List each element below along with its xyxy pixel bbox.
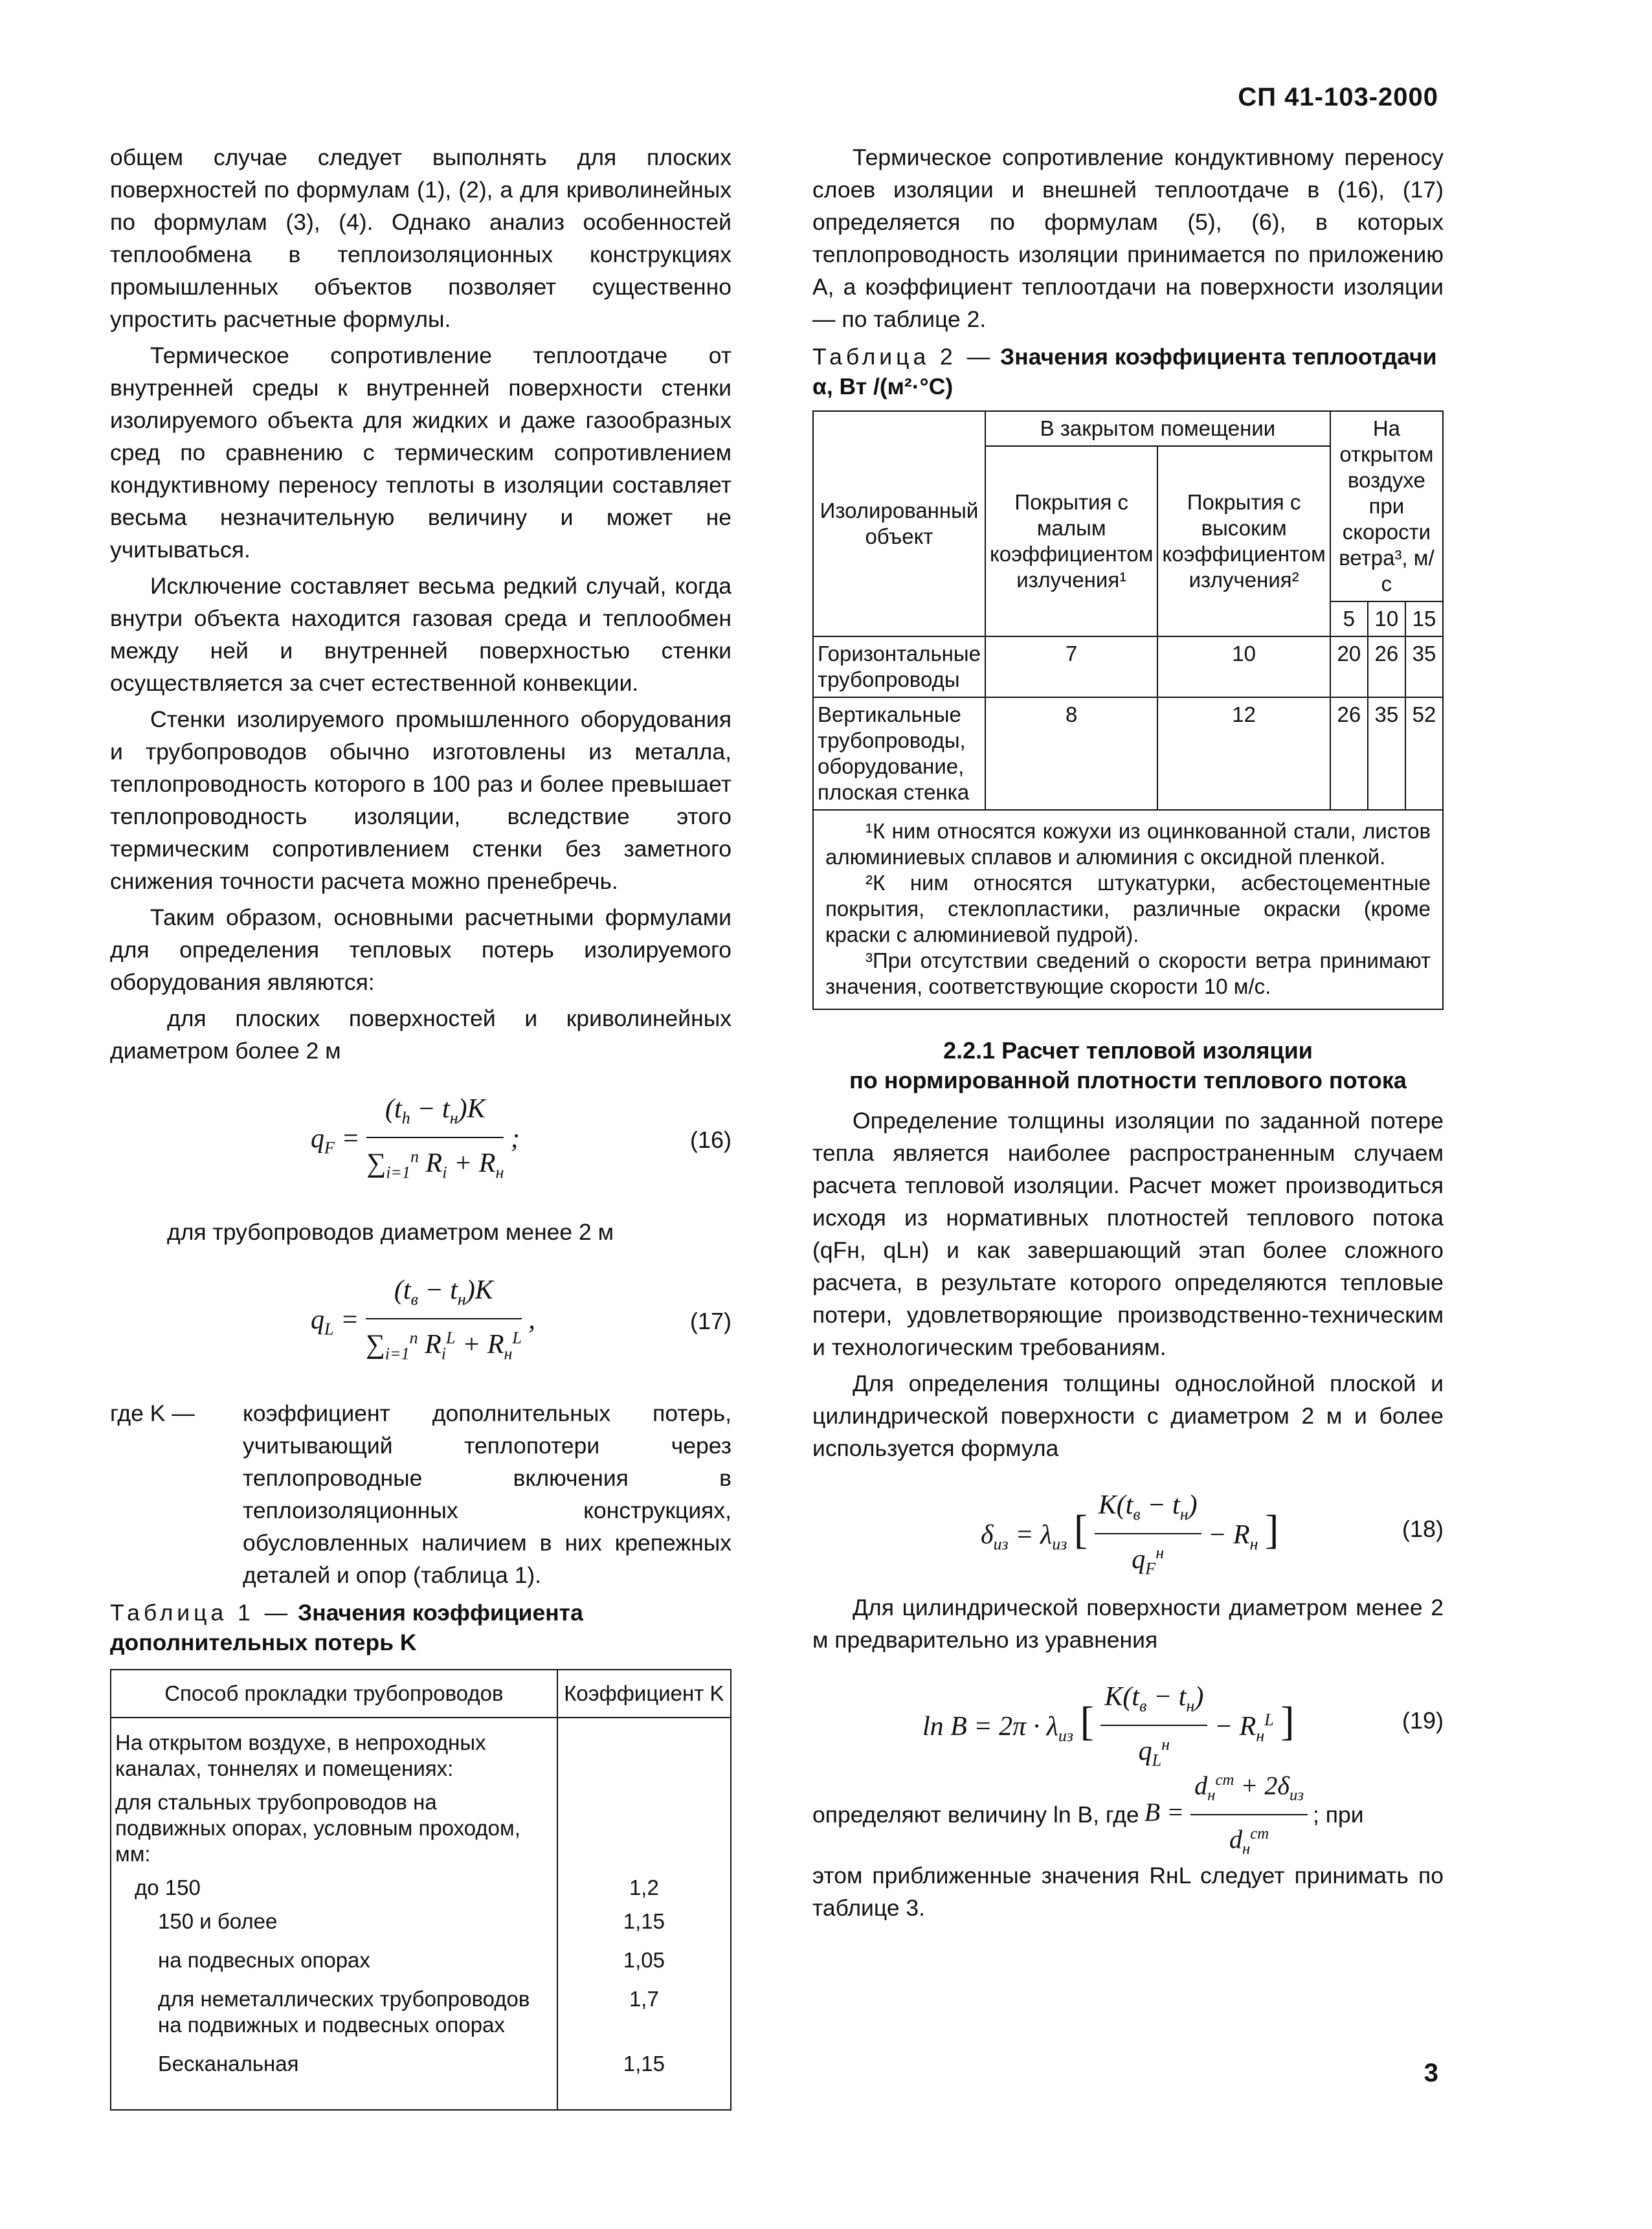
table2-prefix: Таблица 2 — <box>812 344 994 370</box>
table-row: Горизонтальные трубопроводы 7 10 20 26 35 <box>813 636 1443 697</box>
table-2 <box>812 410 1444 811</box>
table1-header-coef: Коэффициент K <box>557 1670 731 1718</box>
paragraph: для трубопроводов диаметром менее 2 м <box>167 1219 614 1245</box>
table-row: 150 и более 1,15 <box>111 1905 731 1938</box>
table2-speed: 10 <box>1368 601 1405 636</box>
paragraph: Термическое сопротивление теплоотдаче от внутренней среды к внутренней поверхности стенки изолируемого объекта для жидких и даже газообразных сред по сравнению с термическим сопротивлением кондуктивному переносу теплоты в изоляции составляет весьма незначительную величину и может не учитываться. <box>110 342 731 563</box>
table-1 <box>110 1669 731 2111</box>
table1-header-method: Способ прокладки трубопроводов <box>111 1670 557 1718</box>
right-column <box>812 141 1444 1924</box>
formula-16: $q_F$ = $\frac{(t_h - t_н)K}{\sum_{i=1}^n R_i + R_н}$ ; (16) <box>110 1067 731 1216</box>
paragraph: Определение толщины изоляции по заданной потере тепла является наиболее распространенным случаем расчета тепловой изоляции. Расчет может производиться исходя из нормативных плотностей теплового потока (qFн, qLн) и как завершающий этап более сложного расчета, в результате которого определяются тепловые потери, удовлетворяющие производственно-техническим и технологическим требованиям. <box>812 1108 1444 1360</box>
left-column <box>110 141 731 2111</box>
page-number: 3 <box>1423 2059 1438 2087</box>
paragraph: Стенки изолируемого промышленного оборудования и трубопроводов обычно изготовлены из металла, теплопроводность которого в 100 раз и более превышает теплопроводность изоляции, вследствие этого термическим сопротивлением стенки без заметного снижения точности расчета можно пренебречь. <box>110 706 731 894</box>
paragraph: Исключение составляет весьма редкий случай, когда внутри объекта находится газовая среда и теплообмен между ней и внутренней поверхностью стенки осуществляется за счет естественной конвекции. <box>110 573 731 696</box>
table1-intro: На открытом воздухе, в непроходных каналах, тоннелях и помещениях: <box>111 1718 557 1786</box>
table-row: на подвесных опорах 1,05 <box>111 1938 731 1977</box>
text: ; при <box>1313 1802 1364 1828</box>
equation-number: (18) <box>1401 1516 1444 1542</box>
table-row: для неметаллических трубопроводов на подвижных и подвесных опорах 1,7 <box>111 1977 731 2042</box>
table2-speed: 15 <box>1405 601 1443 636</box>
where-lead: где K — <box>110 1400 195 1426</box>
paragraph: Таким образом, основными расчетными формулами для определения тепловых потерь изолируемого оборудования являются: <box>110 904 731 995</box>
table1-caption <box>110 1598 731 1657</box>
table2-header-high: Покрытия с высоким коэффициентом излучения² <box>1157 446 1330 636</box>
table-row: Вертикальные трубопроводы, оборудование, плоская стенка 8 12 26 35 52 <box>813 697 1443 810</box>
table2-notes <box>812 811 1444 1010</box>
table-note: ²К ним относятся штукатурки, асбестоцементные покрытия, стеклопластики, различные окраски (кроме краски с алюминиевой пудрой). <box>825 871 1431 946</box>
equation-number: (17) <box>689 1308 731 1334</box>
table-row: Бесканальная 1,15 <box>111 2042 731 2110</box>
fraction: $\frac{d_н^{ст} + 2\delta_{из}}{d_н^{ст}}$ <box>1190 1764 1308 1866</box>
table2-speed: 5 <box>1330 601 1368 636</box>
paragraph: Термическое сопротивление кондуктивному переносу слоев изоляции и внешней теплоотдаче в (16), (17) определяется по формулам (5), (6), в которых теплопроводность изоляции принимается по приложению А, а коэффициент теплоотдачи на поверхности изоляции — по таблице 2. <box>812 144 1444 332</box>
table-note: ³При отсутствии сведений о скорости ветра принимают значения, соответствующие скорости 10 м/с. <box>825 948 1431 998</box>
paragraph: Для определения толщины однослойной плоской и цилиндрической поверхности с диаметром 2 м и более используется формула <box>812 1371 1444 1461</box>
text: определяют величину ln B, где <box>812 1802 1139 1828</box>
table1-title: Значения коэффициента дополнительных потерь K <box>110 1600 583 1655</box>
formula-18: $\delta_{из} = \lambda_{из}$ [ $\frac{K(t_в - t_н)}{q_F^н}$ − $R_н$ ] (18) <box>812 1464 1444 1587</box>
table2-header-closed: В закрытом помещении <box>985 411 1330 446</box>
table2-header-low: Покрытия с малым коэффициентом излучения¹ <box>985 446 1157 636</box>
where-text: коэффициент дополнительных потерь, учитывающий теплопотери через теплопроводные включения в теплоизоляционных конструкциях, обусловленных наличием в них крепежных деталей и опор (таблица 1). <box>243 1400 731 1588</box>
definition-B: определяют величину ln B, где B = $\frac{d_н^{ст} + 2\delta_{из}}{d_н^{ст}}$ ; при <box>812 1779 1444 1850</box>
table-row: до 150 1,2 <box>111 1871 731 1905</box>
section-heading: 2.2.1 Расчет тепловой изоляции по нормированной плотности теплового потока <box>849 1037 1407 1093</box>
document-code: СП 41-103-2000 <box>1238 83 1438 111</box>
fraction: $\frac{K(t_в - t_н)}{q_F^н}$ <box>1095 1489 1201 1585</box>
where-clause <box>110 1397 731 1591</box>
formula-17: $q_L$ = $\frac{(t_в - t_н)K}{\sum_{i=1}^n R_i^L + R_н^L}$ , (17) <box>110 1248 731 1397</box>
equation-number: (19) <box>1401 1707 1444 1734</box>
fraction: $\frac{K(t_в - t_н)}{q_L^н}$ <box>1100 1681 1207 1777</box>
table2-title: Значения коэффициента теплоотдачи α, Вт /(м²·°С) <box>812 344 1437 399</box>
table2-caption <box>812 342 1444 401</box>
paragraph: Для цилиндрической поверхности диаметром менее 2 м предварительно из уравнения <box>812 1595 1444 1653</box>
fraction: $\frac{(t_h - t_н)K}{\sum_{i=1}^n R_i + R_н}$ <box>366 1094 504 1182</box>
fraction: $\frac{(t_в - t_н)K}{\sum_{i=1}^n R_i^L + R_н^L}$ <box>365 1275 522 1363</box>
equation-number: (16) <box>689 1126 731 1153</box>
table2-header-open: На открытом воздухе при скорости ветра³, м/с <box>1330 411 1443 601</box>
formula-19: $\ln B = 2\pi \cdot \lambda_{из}$ [ $\frac{K(t_в - t_н)}{q_L^н}$ − $R_н^L$ ] (19) <box>812 1656 1444 1779</box>
paragraph: этом приближенные значения RнL следует принимать по таблице 3. <box>812 1863 1444 1921</box>
table1-prefix: Таблица 1 — <box>110 1600 292 1626</box>
table-note: ¹К ним относятся кожухи из оцинкованной стали, листов алюминиевых сплавов и алюминия с оксидной пленкой. <box>825 819 1431 869</box>
table1-sub: для стальных трубопроводов на подвижных опорах, условным проходом, мм: <box>111 1786 557 1871</box>
paragraph: общем случае следует выполнять для плоских поверхностей по формулам (1), (2), а для криволинейных по формулам (3), (4). Однако анализ особенностей теплообмена в теплоизоляционных конструкциях промышленных объектов позволяет существенно упростить расчетные формулы. <box>110 144 731 332</box>
table2-header-object: Изолированный объект <box>813 411 985 636</box>
paragraph: для плоских поверхностей и криволинейных диаметром более 2 м <box>110 1005 731 1064</box>
